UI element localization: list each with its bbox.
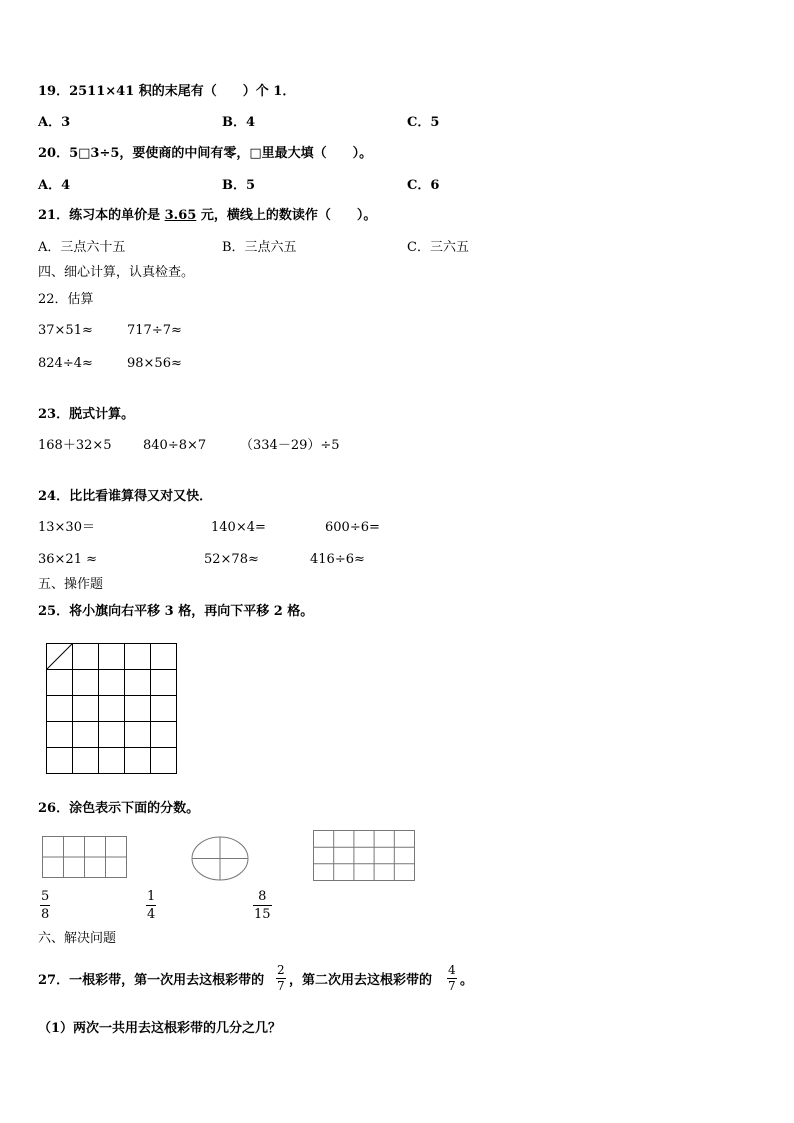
q21-underlined-value: 3.65 xyxy=(164,208,197,223)
fraction-numerator: 2 xyxy=(277,963,285,977)
q21-option-b[interactable]: B．三点六五 xyxy=(222,240,297,255)
fraction-bar xyxy=(146,905,156,906)
fraction-denominator: 15 xyxy=(254,907,271,922)
q21-option-a[interactable]: A．三点六十五 xyxy=(38,240,126,255)
q23-item: 168＋32×5 xyxy=(38,438,112,453)
q21-stem-before: 21．练习本的单价是 xyxy=(38,208,165,223)
q23-item: 840÷8×7 xyxy=(143,438,207,453)
q27-stem-part3: 。 xyxy=(460,973,474,988)
q19-option-c[interactable]: C．5 xyxy=(407,115,440,130)
q22-item: 98×56≈ xyxy=(127,356,182,371)
fraction-numerator: 5 xyxy=(41,889,50,904)
fraction-denominator: 4 xyxy=(147,907,156,922)
q24-item: 52×78≈ xyxy=(204,552,259,567)
q26-rectangle-eighths xyxy=(42,836,128,879)
q21-option-c[interactable]: C．三六五 xyxy=(407,240,469,255)
section-4-heading: 四、细心计算，认真检查。 xyxy=(38,265,195,280)
fraction-bar xyxy=(253,905,272,906)
q26-rectangle-fifteenths xyxy=(313,830,416,882)
fraction-numerator: 1 xyxy=(147,889,156,904)
q21-stem-after: 元，横线上的数读作（ ）。 xyxy=(196,208,377,223)
fraction-denominator: 7 xyxy=(277,979,285,993)
q25-title: 25．将小旗向右平移 3 格，再向下平移 2 格。 xyxy=(38,604,314,619)
fraction-denominator: 8 xyxy=(41,907,50,922)
q20-option-a[interactable]: A．4 xyxy=(38,178,71,193)
q23-title: 23．脱式计算。 xyxy=(38,407,135,422)
q19-stem: 19．2511×41 积的末尾有（ ）个 1． xyxy=(38,84,296,99)
q26-title: 26．涂色表示下面的分数。 xyxy=(38,801,200,816)
q24-item: 13×30＝ xyxy=(38,520,95,535)
q24-item: 140×4= xyxy=(211,520,266,535)
q27-stem-part1: 27．一根彩带，第一次用去这根彩带的 xyxy=(38,973,265,988)
section-5-heading: 五、操作题 xyxy=(38,577,104,592)
q24-item: 416÷6≈ xyxy=(310,552,365,567)
q22-item: 717÷7≈ xyxy=(127,323,182,338)
q20-option-c[interactable]: C．6 xyxy=(407,178,440,193)
q26-fraction-five-eighths xyxy=(40,889,50,922)
fraction-denominator: 7 xyxy=(448,979,456,993)
q22-item: 37×51≈ xyxy=(38,323,93,338)
q24-item: 600÷6= xyxy=(325,520,380,535)
fraction-numerator: 8 xyxy=(258,889,267,904)
q27-fraction-four-sevenths xyxy=(447,964,457,993)
flag-icon xyxy=(47,644,72,669)
q22-item: 824÷4≈ xyxy=(38,356,93,371)
q19-option-b[interactable]: B．4 xyxy=(222,115,256,130)
fraction-bar xyxy=(40,905,50,906)
q24-item: 36×21 ≈ xyxy=(38,552,98,567)
q25-grid-figure xyxy=(46,643,178,776)
q23-item: （334－29）÷5 xyxy=(240,438,340,453)
q21-stem xyxy=(38,208,376,224)
q26-ellipse-quarters xyxy=(191,836,249,881)
q27-fraction-two-sevenths xyxy=(276,964,286,993)
section-6-heading: 六、解决问题 xyxy=(38,931,117,946)
q20-option-b[interactable]: B．5 xyxy=(222,178,256,193)
q20-stem: 20．5□3÷5，要使商的中间有零，□里最大填（ ）。 xyxy=(38,146,373,161)
q26-fraction-one-quarter xyxy=(146,889,156,922)
q27-stem-part2: ，第二次用去这根彩带的 xyxy=(289,973,433,988)
q27-subquestion-1: （1）两次一共用去这根彩带的几分之几？ xyxy=(38,1021,282,1036)
q22-title: 22．估算 xyxy=(38,292,94,307)
fraction-numerator: 4 xyxy=(448,963,456,977)
q26-fraction-eight-fifteenths xyxy=(253,889,272,922)
q24-title: 24．比比看谁算得又对又快． xyxy=(38,489,213,504)
q19-option-a[interactable]: A．3 xyxy=(38,115,71,130)
